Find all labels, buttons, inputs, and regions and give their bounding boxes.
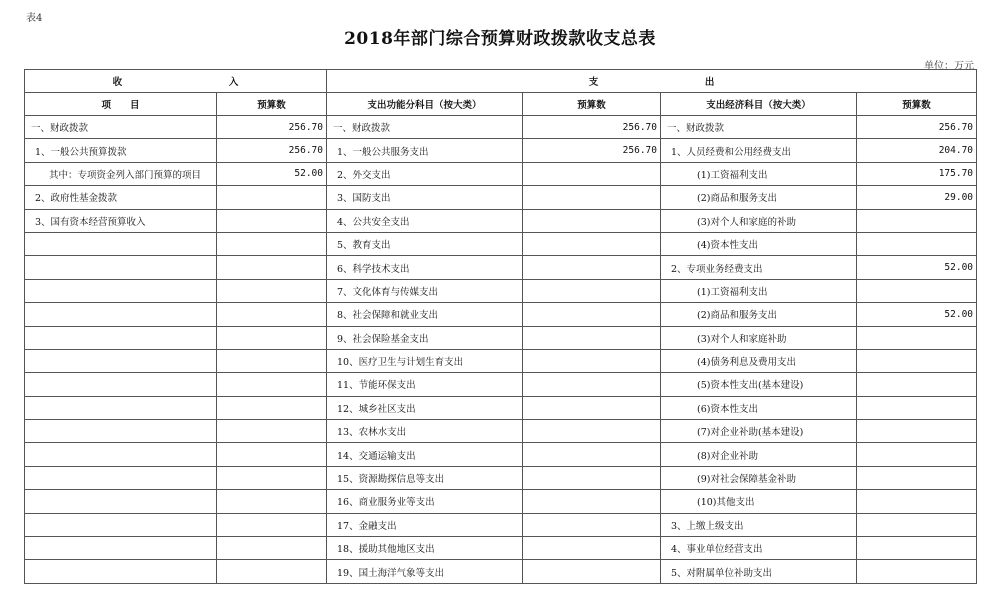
- econ-budget: 29.00: [857, 186, 977, 209]
- income-item: [25, 513, 217, 536]
- expenditure-header-char1: 支: [588, 77, 599, 88]
- func-subject: 14、交通运输支出: [327, 443, 523, 466]
- table-row: [25, 139, 977, 162]
- income-item: [25, 443, 217, 466]
- econ-budget: 256.70: [857, 116, 977, 139]
- table-row: [25, 396, 977, 419]
- func-subject: 7、文化体育与传媒支出: [327, 279, 523, 302]
- func-budget: [523, 513, 661, 536]
- econ-subject: (2)商品和服务支出: [661, 303, 857, 326]
- table-row: [25, 443, 977, 466]
- econ-budget: [857, 513, 977, 536]
- income-item: [25, 232, 217, 255]
- income-budget: [217, 537, 327, 560]
- econ-subject: (1)工资福利支出: [661, 162, 857, 185]
- func-subject: 15、资源勘探信息等支出: [327, 466, 523, 489]
- income-budget: [217, 560, 327, 583]
- econ-budget: [857, 209, 977, 232]
- income-budget: [217, 326, 327, 349]
- income-header-char1: 收: [112, 77, 123, 88]
- income-item: 3、国有资本经营预算收入: [25, 209, 217, 232]
- econ-budget: [857, 560, 977, 583]
- econ-subject: 3、上缴上级支出: [661, 513, 857, 536]
- income-item: 一、财政拨款: [25, 116, 217, 139]
- econ-subject: (8)对企业补助: [661, 443, 857, 466]
- income-item: [25, 560, 217, 583]
- econ-budget: 204.70: [857, 139, 977, 162]
- econ-budget: [857, 420, 977, 443]
- econ-budget: 52.00: [857, 256, 977, 279]
- col-header-func-subject: 支出功能分科目（按大类）: [327, 93, 523, 116]
- income-budget: [217, 256, 327, 279]
- income-budget: [217, 443, 327, 466]
- income-budget: 52.00: [217, 162, 327, 185]
- income-budget: [217, 349, 327, 372]
- income-item: [25, 349, 217, 372]
- income-item: 其中：专项资金列入部门预算的项目: [25, 162, 217, 185]
- func-budget: [523, 443, 661, 466]
- income-item: [25, 303, 217, 326]
- income-item: [25, 420, 217, 443]
- econ-budget: [857, 373, 977, 396]
- table-row: [25, 303, 977, 326]
- func-subject: 11、节能环保支出: [327, 373, 523, 396]
- table-row: [25, 490, 977, 513]
- income-budget: [217, 466, 327, 489]
- table-row: [25, 209, 977, 232]
- income-item: 1、一般公共预算拨款: [25, 139, 217, 162]
- econ-subject: 5、对附属单位补助支出: [661, 560, 857, 583]
- econ-subject: (5)资本性支出(基本建设): [661, 373, 857, 396]
- econ-budget: [857, 232, 977, 255]
- econ-subject: 一、财政拨款: [661, 116, 857, 139]
- table-row: [25, 537, 977, 560]
- func-subject: 16、商业服务业等支出: [327, 490, 523, 513]
- table-row: [25, 186, 977, 209]
- func-budget: [523, 256, 661, 279]
- table-row: [25, 256, 977, 279]
- econ-budget: 175.70: [857, 162, 977, 185]
- func-budget: [523, 396, 661, 419]
- income-budget: [217, 232, 327, 255]
- func-budget: [523, 232, 661, 255]
- income-budget: [217, 186, 327, 209]
- table-row: [25, 232, 977, 255]
- page-title: 2018年部门综合预算财政拨款收支总表: [344, 29, 656, 49]
- func-subject: 19、国土海洋气象等支出: [327, 560, 523, 583]
- func-budget: [523, 537, 661, 560]
- func-budget: [523, 466, 661, 489]
- income-header: [25, 70, 327, 93]
- func-subject: 4、公共安全支出: [327, 209, 523, 232]
- econ-budget: 52.00: [857, 303, 977, 326]
- income-budget: [217, 396, 327, 419]
- income-budget: [217, 209, 327, 232]
- func-budget: [523, 490, 661, 513]
- income-item: [25, 396, 217, 419]
- income-header-char2: 入: [228, 77, 239, 88]
- econ-subject: 1、人员经费和公用经费支出: [661, 139, 857, 162]
- econ-subject: (4)债务利息及费用支出: [661, 349, 857, 372]
- func-subject: 10、医疗卫生与计划生育支出: [327, 349, 523, 372]
- income-item: 2、政府性基金拨款: [25, 186, 217, 209]
- econ-budget: [857, 466, 977, 489]
- func-budget: [523, 560, 661, 583]
- econ-subject: (1)工资福利支出: [661, 279, 857, 302]
- func-subject: 1、一般公共服务支出: [327, 139, 523, 162]
- income-budget: [217, 303, 327, 326]
- econ-subject: (9)对社会保障基金补助: [661, 466, 857, 489]
- table-row: [25, 373, 977, 396]
- income-budget: [217, 373, 327, 396]
- econ-subject: (2)商品和服务支出: [661, 186, 857, 209]
- func-subject: 5、教育支出: [327, 232, 523, 255]
- func-budget: [523, 349, 661, 372]
- func-budget: [523, 326, 661, 349]
- col-header-budget-func: 预算数: [523, 93, 661, 116]
- func-budget: 256.70: [523, 139, 661, 162]
- expenditure-header-char2: 出: [704, 77, 715, 88]
- income-item: [25, 466, 217, 489]
- func-budget: [523, 162, 661, 185]
- func-budget: [523, 373, 661, 396]
- income-budget: [217, 490, 327, 513]
- econ-budget: [857, 396, 977, 419]
- func-subject: 一、财政拨款: [327, 116, 523, 139]
- func-budget: [523, 186, 661, 209]
- table-row: [25, 162, 977, 185]
- econ-subject: (6)资本性支出: [661, 396, 857, 419]
- col-header-budget-income: 预算数: [217, 93, 327, 116]
- table-row: [25, 279, 977, 302]
- econ-budget: [857, 279, 977, 302]
- income-budget: 256.70: [217, 139, 327, 162]
- func-subject: 2、外交支出: [327, 162, 523, 185]
- income-item: [25, 256, 217, 279]
- income-item: [25, 373, 217, 396]
- econ-subject: (3)对个人和家庭的补助: [661, 209, 857, 232]
- table-row: [25, 420, 977, 443]
- func-budget: [523, 303, 661, 326]
- income-budget: [217, 279, 327, 302]
- table-row: [25, 513, 977, 536]
- func-subject: 12、城乡社区支出: [327, 396, 523, 419]
- econ-subject: (10)其他支出: [661, 490, 857, 513]
- col-header-budget-econ: 预算数: [857, 93, 977, 116]
- income-item: [25, 490, 217, 513]
- col-header-econ-subject: 支出经济科目（按大类）: [661, 93, 857, 116]
- econ-budget: [857, 537, 977, 560]
- table-row: [25, 116, 977, 139]
- unit-label: 单位：万元: [924, 61, 974, 72]
- econ-subject: 2、专项业务经费支出: [661, 256, 857, 279]
- expenditure-header: [327, 70, 977, 93]
- table-row: [25, 466, 977, 489]
- table-number: 表4: [26, 13, 43, 24]
- econ-subject: (7)对企业补助(基本建设): [661, 420, 857, 443]
- income-item: [25, 537, 217, 560]
- func-subject: 18、援助其他地区支出: [327, 537, 523, 560]
- func-budget: [523, 279, 661, 302]
- econ-budget: [857, 349, 977, 372]
- func-budget: [523, 420, 661, 443]
- econ-budget: [857, 490, 977, 513]
- income-item: [25, 326, 217, 349]
- econ-budget: [857, 326, 977, 349]
- func-budget: 256.70: [523, 116, 661, 139]
- income-budget: 256.70: [217, 116, 327, 139]
- income-item: [25, 279, 217, 302]
- econ-subject: 4、事业单位经营支出: [661, 537, 857, 560]
- table-row: [25, 349, 977, 372]
- econ-subject: (3)对个人和家庭补助: [661, 326, 857, 349]
- income-budget: [217, 420, 327, 443]
- table-row: [25, 560, 977, 583]
- func-budget: [523, 209, 661, 232]
- func-subject: 3、国防支出: [327, 186, 523, 209]
- econ-budget: [857, 443, 977, 466]
- func-subject: 8、社会保障和就业支出: [327, 303, 523, 326]
- func-subject: 9、社会保险基金支出: [327, 326, 523, 349]
- col-header-item: 项 目: [25, 93, 217, 116]
- table-row: [25, 326, 977, 349]
- func-subject: 6、科学技术支出: [327, 256, 523, 279]
- func-subject: 17、金融支出: [327, 513, 523, 536]
- func-subject: 13、农林水支出: [327, 420, 523, 443]
- econ-subject: (4)资本性支出: [661, 232, 857, 255]
- budget-table: [24, 69, 977, 584]
- income-budget: [217, 513, 327, 536]
